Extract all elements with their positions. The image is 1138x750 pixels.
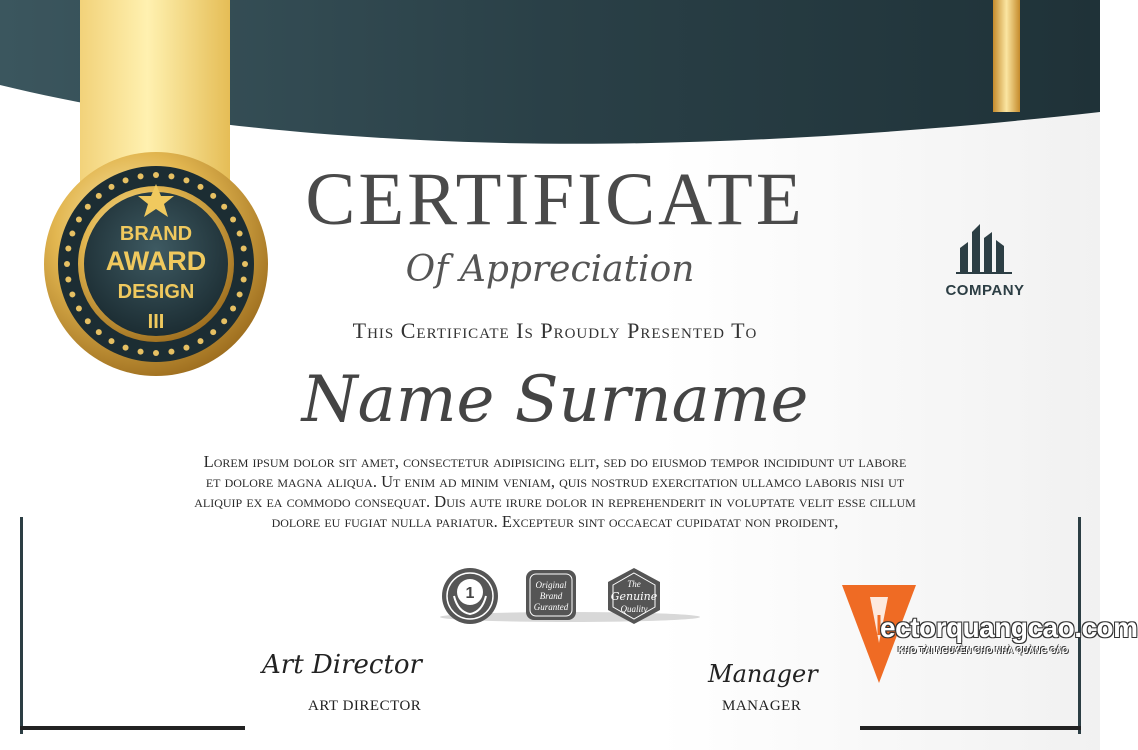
medal-star-dot xyxy=(237,231,243,237)
medal-star-dot xyxy=(183,345,189,351)
medal-line-1: BRAND xyxy=(119,223,193,245)
award-medal xyxy=(40,148,272,380)
buildings-icon xyxy=(930,218,1040,278)
medal-star-dot xyxy=(123,345,129,351)
body-line: Lorem ipsum dolor sit amet, consectetur adipisicing elit, sed do eiusmod tempor incididunt ut labore xyxy=(203,452,907,471)
medal-star-dot xyxy=(65,276,71,282)
medal-star-dot xyxy=(221,318,227,324)
badge-original-1: Original xyxy=(535,580,567,590)
medal-star-dot xyxy=(138,173,144,179)
medal-star-dot xyxy=(168,173,174,179)
certificate-body xyxy=(115,452,995,532)
medal-star-dot xyxy=(183,177,189,183)
watermark-tagline: KHO TÀI NGUYÊN CHO NHÀ QUẢNG CÁO xyxy=(898,646,1069,655)
original-brand-badge xyxy=(526,570,576,620)
badge-original-3: Guranted xyxy=(533,602,569,612)
presented-line: This Certificate Is Proudly Presented To xyxy=(352,318,758,343)
medal-star-dot xyxy=(85,318,91,324)
frame-left xyxy=(20,517,23,734)
medal-star-dot xyxy=(69,291,75,297)
medal-star-dot xyxy=(138,349,144,355)
company-name: COMPANY xyxy=(945,282,1025,299)
medal-star-dot xyxy=(76,217,82,223)
medal-star-dot xyxy=(96,193,102,199)
medal-star-dot xyxy=(109,338,115,344)
medal-star-dot xyxy=(210,193,216,199)
role-manager: MANAGER xyxy=(722,698,802,714)
medal-star-dot xyxy=(210,329,216,335)
company-logo xyxy=(930,218,1040,308)
medal-numeral: III xyxy=(147,311,165,333)
medal-star-dot xyxy=(69,231,75,237)
medal-star-dot xyxy=(153,350,159,356)
role-art-director: ART DIRECTOR xyxy=(308,698,422,714)
badge-original-2: Brand xyxy=(539,591,563,601)
badge-number: 1 xyxy=(465,585,475,602)
body-line: aliquip ex ea commodo consequat. Duis aute irure dolor in reprehenderit in voluptate velit esse cillum xyxy=(194,492,916,511)
medal-star-dot xyxy=(237,291,243,297)
medal-star-dot xyxy=(198,338,204,344)
medal-star-dot xyxy=(85,204,91,210)
medal-star-dot xyxy=(65,246,71,252)
certificate-subtitle: Of Appreciation xyxy=(405,249,695,290)
frame-left-bottom xyxy=(20,726,245,730)
medal-star-dot xyxy=(153,172,159,178)
gold-strip xyxy=(993,0,1020,112)
medal-star-dot xyxy=(221,204,227,210)
medal-line-3: DESIGN xyxy=(117,281,195,303)
recipient-name: Name Surname xyxy=(301,363,809,437)
medal-star-dot xyxy=(123,177,129,183)
badges-row xyxy=(430,562,710,632)
medal-star-dot xyxy=(230,306,236,312)
medal-star-dot xyxy=(96,329,102,335)
medal-star-dot xyxy=(168,349,174,355)
badge-genuine-1: The xyxy=(627,579,641,589)
medal-line-2: AWARD xyxy=(105,246,207,276)
medal-star-dot xyxy=(109,184,115,190)
frame-right-bottom xyxy=(860,726,1081,730)
badge-genuine-2: Genuine xyxy=(610,590,658,603)
number-one-badge xyxy=(442,568,498,624)
signature-art-director: Art Director xyxy=(262,650,422,680)
signature-manager: Manager xyxy=(708,660,818,688)
medal-star-dot xyxy=(64,261,70,267)
body-line: dolore eu fugiat nulla pariatur. Excepteur sint occaecat cupidatat non proident, xyxy=(271,512,839,531)
medal-star-dot xyxy=(230,217,236,223)
body-line: et dolore magna aliqua. Ut enim ad minim veniam, quis nostrud exercitation ullamco laboris nisi ut xyxy=(205,472,905,491)
badge-genuine-3: Quality xyxy=(620,604,648,614)
medal-star-dot xyxy=(241,276,247,282)
watermark-name: ectorquangcao.com xyxy=(880,612,1138,643)
medal-star-dot xyxy=(242,261,248,267)
medal-star-dot xyxy=(198,184,204,190)
medal-star-dot xyxy=(76,306,82,312)
certificate-title: CERTIFICATE xyxy=(305,158,805,241)
medal-star-dot xyxy=(241,246,247,252)
